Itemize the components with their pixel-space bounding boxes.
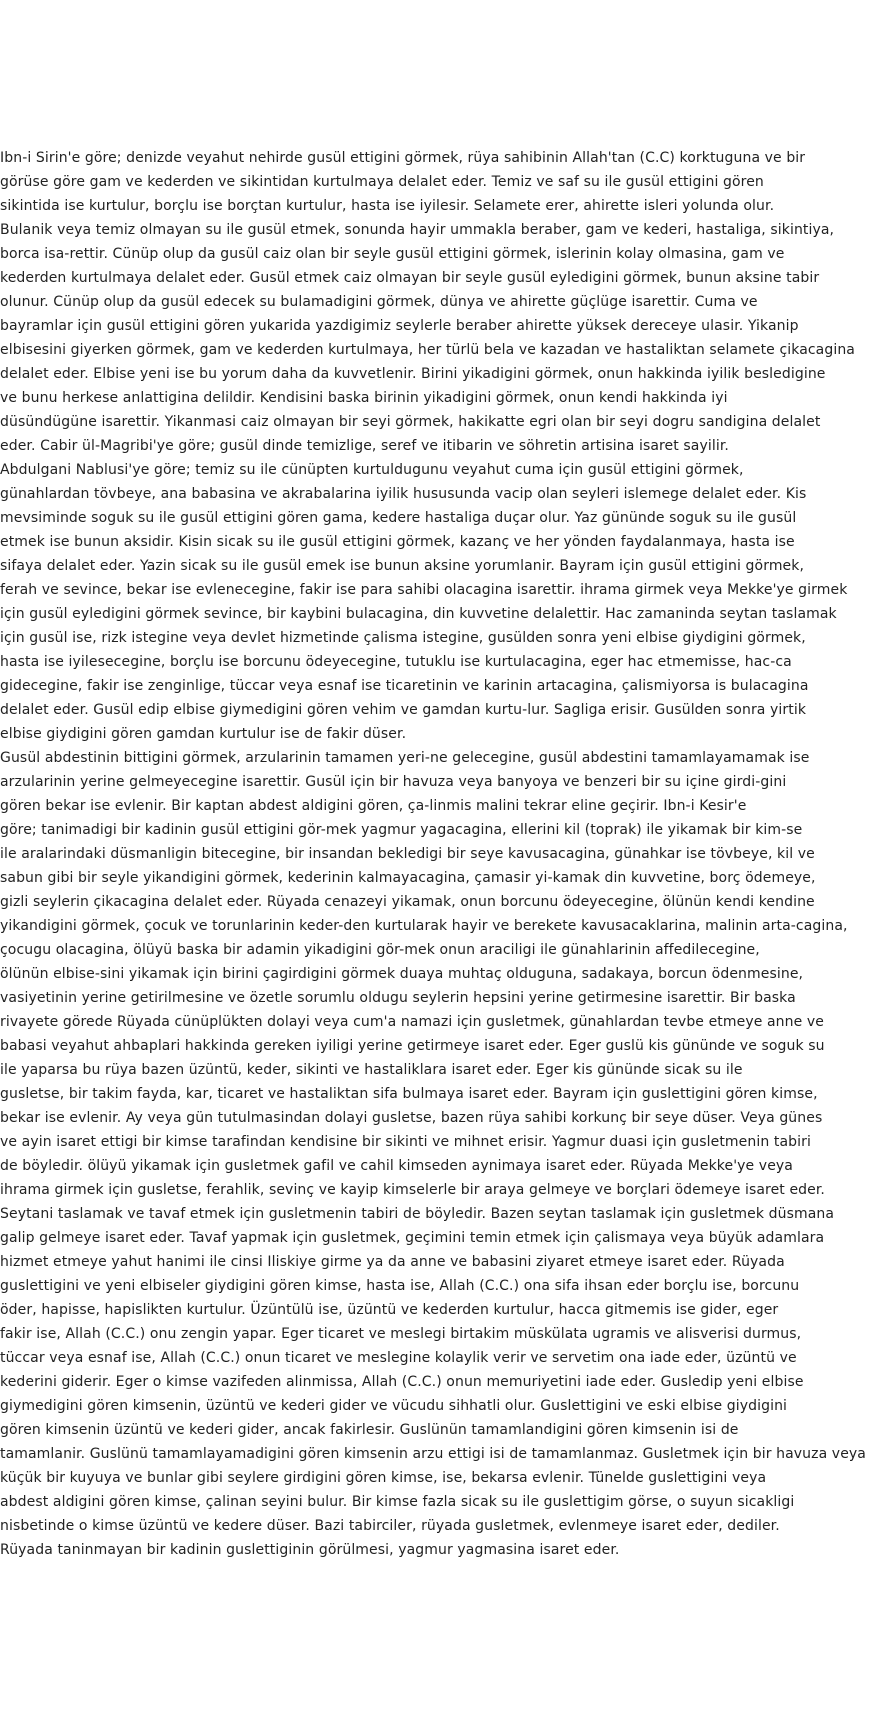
article-line: kederden kurtulmaya delalet eder. Gusül etmek caiz olmayan bir seyle gusül eyledigini görmek, bunun aksine tabir	[0, 270, 820, 286]
article-line: babasi veyahut ahbaplari hakkinda gereken iyiligi yerine getirmeye isaret eder. Eger guslü kis gününde ve soguk su	[0, 1038, 825, 1054]
article-line: tüccar veya esnaf ise, Allah (C.C.) onun ticaret ve meslegine kolaylik verir ve servetim ona iade eder, üzüntü ve	[0, 1350, 797, 1366]
article-line: fakir ise, Allah (C.C.) onu zengin yapar. Eger ticaret ve meslegi birtakim müskülata ugramis ve alisverisi durmus,	[0, 1326, 802, 1342]
article-line: kederini giderir. Eger o kimse vazifeden alinmissa, Allah (C.C.) onun memuriyetini iade eder. Gusledip yeni elbise	[0, 1374, 804, 1390]
article-line: ile yaparsa bu rüya bazen üzüntü, keder, sikinti ve hastaliklara isaret eder. Eger kis gününde sicak su ile	[0, 1062, 743, 1078]
article-line: Bulanik veya temiz olmayan su ile gusül etmek, sonunda hayir ummakla beraber, gam ve kederi, hastaliga, sikintiya,	[0, 222, 835, 238]
article-line: sikintida ise kurtulur, borçlu ise borçtan kurtulur, hasta ise iyilesir. Selamete erer, ahirette isleri yolunda olur.	[0, 198, 775, 214]
article-line: ihrama girmek için gusletse, ferahlik, sevinç ve kayip kimselerle bir araya gelmeye ve borçlari ödemeye isaret eder.	[0, 1182, 825, 1198]
article-line: düsündügüne isarettir. Yikanmasi caiz olmayan bir seyi görmek, hakikatte egri olan bir seyi dogru sandigina delalet	[0, 414, 821, 430]
article-line: abdest aldigini gören kimse, çalinan seyini bulur. Bir kimse fazla sicak su ile guslettigim görse, o suyun sicakligi	[0, 1494, 795, 1510]
article-line: bekar ise evlenir. Ay veya gün tutulmasindan dolayi gusletse, bazen rüya sahibi korkunç bir seye düser. Veya günes	[0, 1110, 823, 1126]
article-line: olunur. Cünüp olup da gusül edecek su bulamadigini görmek, dünya ve ahirette güçlüge isarettir. Cuma ve	[0, 294, 758, 310]
article-line: sifaya delalet eder. Yazin sicak su ile gusül emek ise bunun aksine yorumlanir. Bayram için gusül ettigini görmek,	[0, 558, 805, 574]
article-line: ferah ve sevince, bekar ise evlenecegine, fakir ise para sahibi olacagina isarettir. ihrama girmek veya Mekke'ye girmek	[0, 582, 848, 598]
article-line: mevsiminde soguk su ile gusül ettigini gören gama, kedere hastaliga duçar olur. Yaz gününde soguk su ile gusül	[0, 510, 797, 526]
article-line: görüse göre gam ve kederden ve sikintidan kurtulmaya delalet eder. Temiz ve saf su ile gusül ettigini gören	[0, 174, 764, 190]
article-line: Rüyada taninmayan bir kadinin guslettiginin görülmesi, yagmur yagmasina isaret eder.	[0, 1542, 620, 1558]
article-line: göre; tanimadigi bir kadinin gusül ettigini gör-mek yagmur yagacagina, ellerini kil (toprak) ile yikamak bir kim-se	[0, 822, 803, 838]
article-line: ölünün elbise-sini yikamak için birini çagirdigini görmek duaya muhtaç olduguna, sadakaya, borcun ödenmesine,	[0, 966, 804, 982]
article-line: vasiyetinin yerine getirilmesine ve özetle sorumlu oldugu seylerin hepsini yerine getirmesine isarettir. Bir baska	[0, 990, 796, 1006]
article-line: eder. Cabir ül-Magribi'ye göre; gusül dinde temizlige, seref ve itibarin ve söhretin artisina isaret sayilir.	[0, 438, 729, 454]
article-line: Ibn-i Sirin'e göre; denizde veyahut nehirde gusül ettigini görmek, rüya sahibinin Allah'tan (C.C) korktuguna ve bir	[0, 150, 806, 166]
article-line: Gusül abdestinin bittigini görmek, arzularinin tamamen yeri-ne gelecegine, gusül abdestini tamamlayamamak ise	[0, 750, 810, 766]
article-line: borca isa-rettir. Cünüp olup da gusül caiz olan bir seyle gusül ettigini görmek, islerinin kolay olmasina, gam ve	[0, 246, 785, 262]
article-line: gidecegine, fakir ise zenginlige, tüccar veya esnaf ise ticaretinin ve karinin artacagina, çalismiyorsa is bulacagina	[0, 678, 809, 694]
article-line: öder, hapisse, hapislikten kurtulur. Üzüntülü ise, üzüntü ve kederden kurtulur, hacca gitmemis ise gider, eger	[0, 1302, 779, 1318]
article-line: günahlardan tövbeye, ana babasina ve akrabalarina iyilik hususunda vacip olan seyleri islemege delalet eder. Kis	[0, 486, 807, 502]
article-line: için gusül ise, rizk istegine veya devlet hizmetinde çalisma istegine, gusülden sonra yeni elbise giydigini görmek,	[0, 630, 806, 646]
article-line: nisbetinde o kimse üzüntü ve kedere düser. Bazi tabirciler, rüyada gusletmek, evlenmeye isaret eder, dediler.	[0, 1518, 780, 1534]
article-line: yikandigini görmek, çocuk ve torunlarinin keder-den kurtularak hayir ve berekete kavusacaklarina, malinin arta-cagina,	[0, 918, 848, 934]
article-line: ile aralarindaki düsmanligin bitecegine, bir insandan bekledigi bir seye kavusacagina, günahkar ise tövbeye, kil ve	[0, 846, 815, 862]
article-body	[0, 146, 880, 1562]
article-line: ve bunu herkese anlattigina delildir. Kendisini baska birinin yikadigini görmek, onun kendi hakkinda iyi	[0, 390, 728, 406]
article-line: galip gelmeye isaret eder. Tavaf yapmak için gusletmek, geçimini temin etmek için çalismaya veya büyük adamlara	[0, 1230, 825, 1246]
article-line: gören bekar ise evlenir. Bir kaptan abdest aldigini gören, ça-linmis malini tekrar eline geçirir. Ibn-i Kesir'e	[0, 798, 747, 814]
article-line: de böyledir. ölüyü yikamak için gusletmek gafil ve cahil kimseden aynimaya isaret eder. Rüyada Mekke'ye veya	[0, 1158, 793, 1174]
article-line: guslettigini ve yeni elbiseler giydigini gören kimse, hasta ise, Allah (C.C.) ona sifa ihsan eder borçlu ise, borcunu	[0, 1278, 800, 1294]
article-line: giymedigini gören kimsenin, üzüntü ve kederi gider ve vücudu sihhatli olur. Guslettigini ve eski elbise giydigini	[0, 1398, 788, 1414]
article-line: ve ayin isaret ettigi bir kimse tarafindan kendisine bir sikinti ve mihnet erisir. Yagmur duasi için gusletmenin tabiri	[0, 1134, 811, 1150]
article-line: gusletse, bir takim fayda, kar, ticaret ve hastaliktan sifa bulmaya isaret eder. Bayram için guslettigini gören kimse,	[0, 1086, 818, 1102]
article-line: delalet eder. Elbise yeni ise bu yorum daha da kuvvetlenir. Birini yikadigini görmek, onun hakkinda iyilik besledigine	[0, 366, 826, 382]
article-line: çocugu olacagina, ölüyü baska bir adamin yikadigini gör-mek onun araciligi ile günahlarinin affedilecegine,	[0, 942, 760, 958]
article-line: hizmet etmeye yahut hanimi ile cinsi Iliskiye girme ya da anne ve babasini ziyaret etmeye isaret eder. Rüyada	[0, 1254, 785, 1270]
article-line: için gusül eyledigini görmek sevince, bir kaybini bulacagina, din kuvvetine delalettir. Hac zamaninda seytan taslamak	[0, 606, 837, 622]
article-line: Seytani taslamak ve tavaf etmek için gusletmenin tabiri de böyledir. Bazen seytan taslamak için gusletmek düsmana	[0, 1206, 835, 1222]
article-line: küçük bir kuyuya ve bunlar gibi seylere girdigini gören kimse, ise, bekarsa evlenir. Tünelde guslettigini veya	[0, 1470, 767, 1486]
article-line: tamamlanir. Guslünü tamamlayamadigini gören kimsenin arzu ettigi isi de tamamlanmaz. Gusletmek için bir havuza veya	[0, 1446, 866, 1462]
article-line: hasta ise iyilesecegine, borçlu ise borcunu ödeyecegine, tutuklu ise kurtulacagina, eger hac etmemisse, hac-ca	[0, 654, 792, 670]
article-line: Abdulgani Nablusi'ye göre; temiz su ile cünüpten kurtuldugunu veyahut cuma için gusül ettigini görmek,	[0, 462, 744, 478]
article-line: elbise giydigini gören gamdan kurtulur ise de fakir düser.	[0, 726, 407, 742]
article-line: rivayete görede Rüyada cünüplükten dolayi veya cum'a namazi için gusletmek, günahlardan tevbe etmeye anne ve	[0, 1014, 824, 1030]
article-line: gizli seylerin çikacagina delalet eder. Rüyada cenazeyi yikamak, onun borcunu ödeyecegine, ölünün kendi kendine	[0, 894, 815, 910]
article-line: etmek ise bunun aksidir. Kisin sicak su ile gusül ettigini görmek, kazanç ve her yönden faydalanmaya, hasta ise	[0, 534, 795, 550]
article-line: bayramlar için gusül ettigini gören yukarida yazdigimiz seylerle beraber ahirette yüksek dereceye ulasir. Yikanip	[0, 318, 799, 334]
article-line: arzularinin yerine gelmeyecegine isarettir. Gusül için bir havuza veya banyoya ve benzeri bir su içine girdi-gini	[0, 774, 787, 790]
article-line: sabun gibi bir seyle yikandigini görmek, kederinin kalmayacagina, çamasir yi-kamak din kuvvetine, borç ödemeye,	[0, 870, 816, 886]
article-line: elbisesini giyerken görmek, gam ve kederden kurtulmaya, her türlü bela ve kazadan ve hastaliktan selamete çikacagina	[0, 342, 855, 358]
article-line: delalet eder. Gusül edip elbise giymedigini gören vehim ve gamdan kurtu-lur. Sagliga erisir. Gusülden sonra yirtik	[0, 702, 807, 718]
article-line: gören kimsenin üzüntü ve kederi gider, ancak fakirlesir. Guslünün tamamlandigini gören kimsenin isi de	[0, 1422, 739, 1438]
